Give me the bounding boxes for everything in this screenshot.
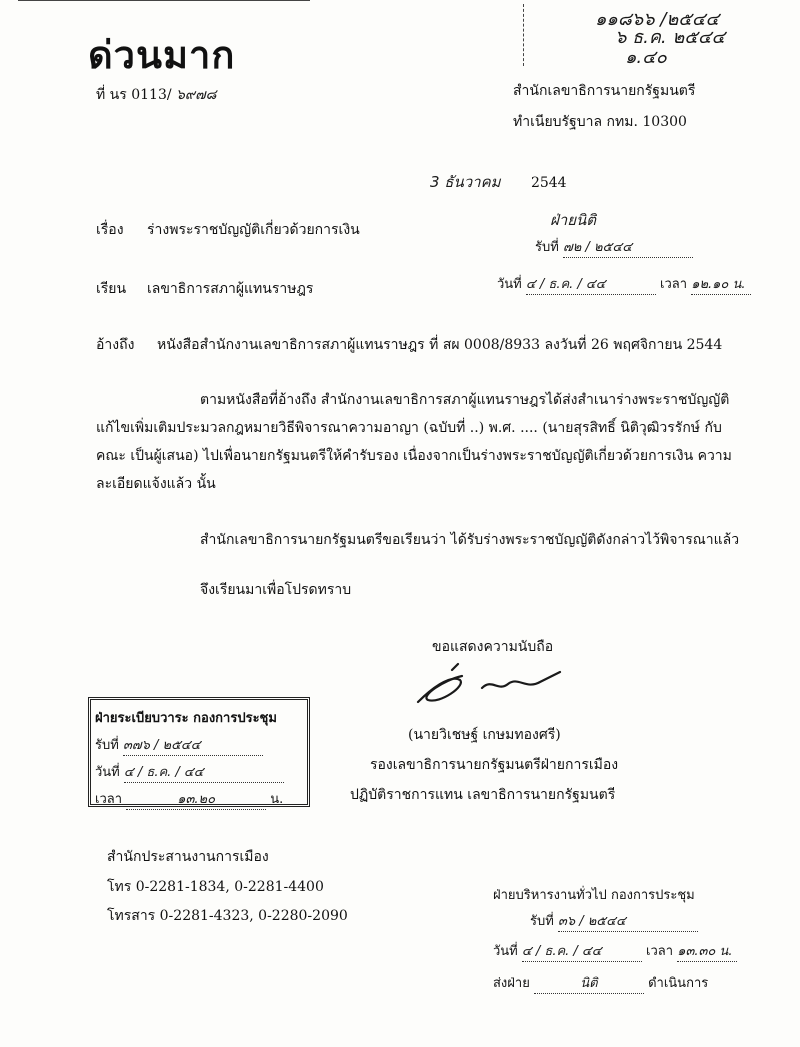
agenda-stamp-receive-label: รับที่	[95, 738, 119, 753]
legal-stamp-date-label: วันที่	[497, 277, 522, 292]
legal-stamp-date	[497, 273, 751, 295]
agenda-stamp-receive	[95, 734, 263, 756]
reference-label: อ้างถึง	[96, 337, 135, 353]
agenda-stamp-date-value: ๔ / ธ.ค. / ๔๔	[124, 761, 284, 783]
legal-stamp-date-value: ๔ / ธ.ค. / ๔๔	[526, 273, 656, 295]
letter-date	[430, 170, 567, 194]
agenda-stamp-date	[95, 761, 284, 783]
general-stamp-date-label: วันที่	[493, 944, 518, 959]
receipt-time-top: ๑.๔๐	[625, 47, 667, 68]
general-stamp-time-value: ๑๓.๓๐ น.	[677, 940, 737, 962]
general-stamp-time-label: เวลา	[646, 944, 674, 959]
general-stamp-receive	[530, 910, 698, 932]
legal-stamp-receive	[535, 236, 693, 258]
body-paragraph-2: สำนักเลขาธิการนายกรัฐมนตรีขอเรียนว่า ได้รับร่างพระราชบัญญัติดังกล่าวไว้พิจารณาแล้ว	[200, 532, 740, 548]
general-stamp-receive-value: ๓๖ / ๒๕๔๔	[558, 910, 698, 932]
recipient-label: เรียน	[96, 281, 127, 297]
agenda-stamp-receive-value: ๓๗๖ / ๒๕๔๔	[123, 734, 263, 756]
legal-stamp-title: ฝ่ายนิติ	[550, 211, 596, 229]
legal-stamp-receive-value: ๗๒ / ๒๕๔๔	[563, 236, 693, 258]
reference-number	[96, 84, 216, 106]
general-stamp-date-value: ๔ / ธ.ค. / ๔๔	[522, 940, 642, 962]
agenda-stamp-time	[95, 788, 283, 810]
general-stamp-action: ดำเนินการ	[648, 976, 709, 991]
agenda-stamp-time-value: ๑๓.๒๐	[126, 788, 266, 810]
receipt-number-top: ๑๑๘๖๖ /๒๕๔๔	[595, 9, 720, 30]
body-paragraph-1: ตามหนังสือที่อ้างถึง สำนักงานเลขาธิการสภาผู้แทนราษฎรได้ส่งสำเนาร่างพระราชบัญญัติแก้ไขเพิ่มเติมประมวลกฎหมายวิธีพิจารณาความอาญา (ฉบับที่ ..) พ.ศ. .... (นายสุรสิทธิ์ นิติวุฒิวรรักษ์ กับคณะ เป็นผู้เสนอ) ไปเพื่อนายกรัฐมนตรีให้คำรับรอง เนื่องจากเป็นร่างพระราชบัญญัติเกี่ยวด้วยการเงิน ความละเอียดแจ้งแล้ว นั้น	[96, 392, 732, 492]
general-stamp-send-value: นิติ	[534, 972, 644, 994]
general-stamp-receive-label: รับที่	[530, 914, 554, 929]
legal-stamp-time-label: เวลา	[660, 277, 688, 292]
general-stamp-send	[493, 972, 708, 994]
contact-office: สำนักประสานงานการเมือง	[107, 849, 269, 865]
recipient-text: เลขาธิการสภาผู้แทนราษฎร	[147, 281, 314, 297]
agenda-stamp-title: ฝ่ายระเบียบวาระ กองการประชุม	[95, 711, 277, 726]
office-name: สำนักเลขาธิการนายกรัฐมนตรี	[513, 83, 696, 99]
subject-label: เรื่อง	[96, 222, 124, 238]
subject-text: ร่างพระราชบัญญัติเกี่ยวด้วยการเงิน	[147, 222, 360, 238]
contact-phone: โทร 0-2281-1834, 0-2281-4400	[107, 879, 324, 895]
agenda-stamp-time-label: เวลา	[95, 792, 123, 807]
reference-number-handwritten: ๖๙๗๘	[176, 87, 217, 103]
receipt-date-top: ๖ ธ.ค. ๒๕๔๔	[615, 27, 726, 48]
general-stamp-title: ฝ่ายบริหารงานทั่วไป กองการประชุม	[493, 888, 695, 903]
date-year: 2544	[530, 175, 567, 191]
general-stamp-send-label: ส่งฝ่าย	[493, 976, 530, 991]
receipt-stamp-edge	[523, 4, 524, 66]
signatory-name: (นายวิเชษฐ์ เกษมทองศรี)	[408, 727, 561, 743]
top-border-line	[18, 0, 310, 1]
signature-mark	[400, 660, 580, 716]
legal-stamp-time-value: ๑๒.๑๐ น.	[691, 273, 751, 295]
urgency-heading: ด่วนมาก	[88, 32, 236, 77]
agenda-stamp-time-unit: น.	[270, 792, 284, 807]
date-day-month: 3 ธันวาคม	[430, 173, 501, 191]
signatory-position-2: ปฏิบัติราชการแทน เลขาธิการนายกรัฐมนตรี	[350, 787, 616, 803]
office-address: ทำเนียบรัฐบาล กทม. 10300	[513, 114, 687, 130]
general-stamp-date	[493, 940, 737, 962]
closing-regards: ขอแสดงความนับถือ	[432, 639, 554, 655]
contact-fax: โทรสาร 0-2281-4323, 0-2280-2090	[107, 908, 348, 924]
reference-text: หนังสือสำนักงานเลขาธิการสภาผู้แทนราษฎร ที่ สผ 0008/8933 ลงวันที่ 26 พฤศจิกายน 2544	[157, 337, 723, 353]
agenda-stamp-date-label: วันที่	[95, 765, 120, 780]
legal-stamp-receive-label: รับที่	[535, 240, 559, 255]
body-paragraph-3: จึงเรียนมาเพื่อโปรดทราบ	[200, 582, 352, 598]
reference-number-printed: ที่ นร 0113/	[96, 87, 177, 103]
signatory-position-1: รองเลขาธิการนายกรัฐมนตรีฝ่ายการเมือง	[370, 757, 619, 773]
